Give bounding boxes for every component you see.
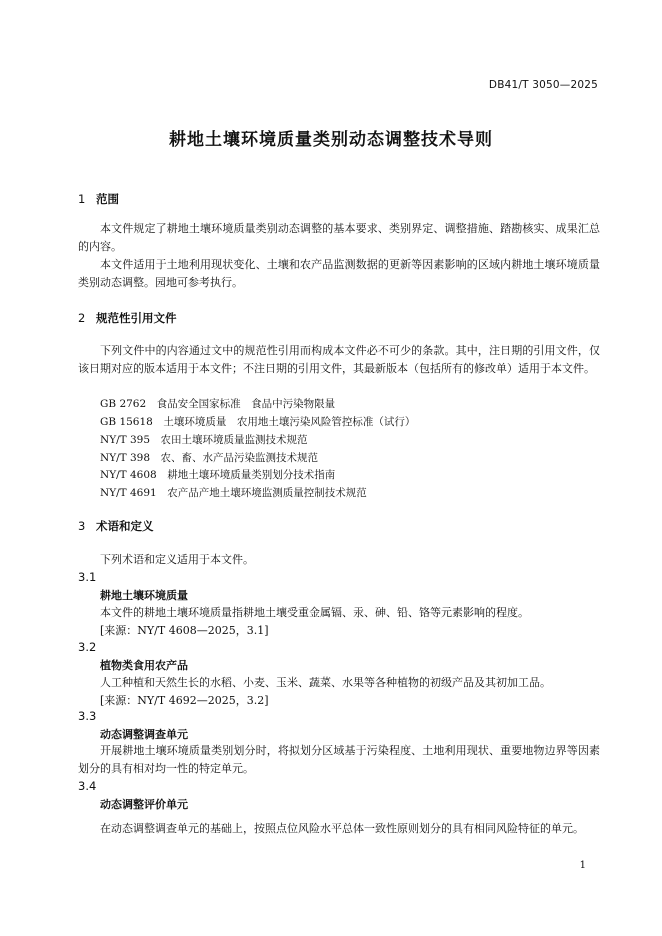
term-definition: 本文件的耕地土壤环境质量指耕地土壤受重金属镉、汞、砷、铅、铬等元素影响的程度。 — [100, 606, 529, 619]
section-2-paragraph: 下列文件中的内容通过文中的规范性引用而构成本文件必不可少的条款。其中，注日期的引用文件，仅该日期对应的版本适用于本文件；不注日期的引用文件，其最新版本（包括所有的修改单）适用于本文件。 — [78, 344, 600, 375]
document-title: 耕地土壤环境质量类别动态调整技术导则 — [169, 130, 493, 150]
section-number: 3 — [78, 519, 86, 533]
section-3-intro: 下列术语和定义适用于本文件。 — [100, 553, 254, 566]
term-name: 动态调整调查单元 — [100, 728, 188, 741]
reference-item: NY/T 4691 农产品产地土壤环境监测质量控制技术规范 — [100, 487, 367, 499]
section-number: 2 — [78, 311, 86, 325]
clause-number: 3.2 — [78, 640, 97, 654]
term-name: 耕地土壤环境质量 — [100, 589, 188, 602]
term-source: [来源：NY/T 4608—2025，3.1] — [100, 624, 269, 637]
section-number: 1 — [78, 192, 86, 206]
reference-item: NY/T 4608 耕地土壤环境质量类别划分技术指南 — [100, 469, 336, 481]
page-number: 1 — [579, 860, 586, 871]
section-1-heading — [78, 191, 119, 207]
section-title: 规范性引用文件 — [96, 311, 177, 325]
section-1-paragraph-2: 本文件适用于土地利用现状变化、土壤和农产品监测数据的更新等因素影响的区域内耕地土壤环境质量类别动态调整。园地可参考执行。 — [78, 258, 600, 289]
section-3-heading — [78, 518, 154, 534]
document-code: DB41/T 3050—2025 — [488, 79, 598, 91]
term-name: 动态调整评价单元 — [100, 798, 188, 811]
clause-number: 3.1 — [78, 570, 97, 584]
reference-item: NY/T 398 农、畜、水产品污染监测技术规范 — [100, 452, 319, 464]
term-definition: 开展耕地土壤环境质量类别划分时，将拟划分区域基于污染程度、土地利用现状、重要地物边界等因素划分的具有相对均一性的特定单元。 — [78, 744, 600, 775]
term-name: 植物类食用农产品 — [100, 659, 188, 672]
section-title: 术语和定义 — [96, 519, 154, 533]
term-source: [来源：NY/T 4692—2025，3.2] — [100, 694, 269, 707]
section-2-heading — [78, 310, 177, 326]
section-title: 范围 — [96, 192, 119, 206]
clause-number: 3.4 — [78, 779, 97, 793]
term-definition: 人工种植和天然生长的水稻、小麦、玉米、蔬菜、水果等各种植物的初级产品及其初加工品。 — [100, 676, 551, 689]
reference-item: GB 15618 土壤环境质量 农用地土壤污染风险管控标准（试行） — [100, 416, 416, 428]
reference-item: GB 2762 食品安全国家标准 食品中污染物限量 — [100, 398, 336, 410]
reference-item: NY/T 395 农田土壤环境质量监测技术规范 — [100, 434, 308, 446]
section-1-paragraph-1: 本文件规定了耕地土壤环境质量类别动态调整的基本要求、类别界定、调整措施、踏勘核实、成果汇总的内容。 — [78, 222, 600, 253]
term-definition: 在动态调整调查单元的基础上，按照点位风险水平总体一致性原则划分的具有相同风险特征的单元。 — [100, 822, 584, 835]
clause-number: 3.3 — [78, 709, 97, 723]
